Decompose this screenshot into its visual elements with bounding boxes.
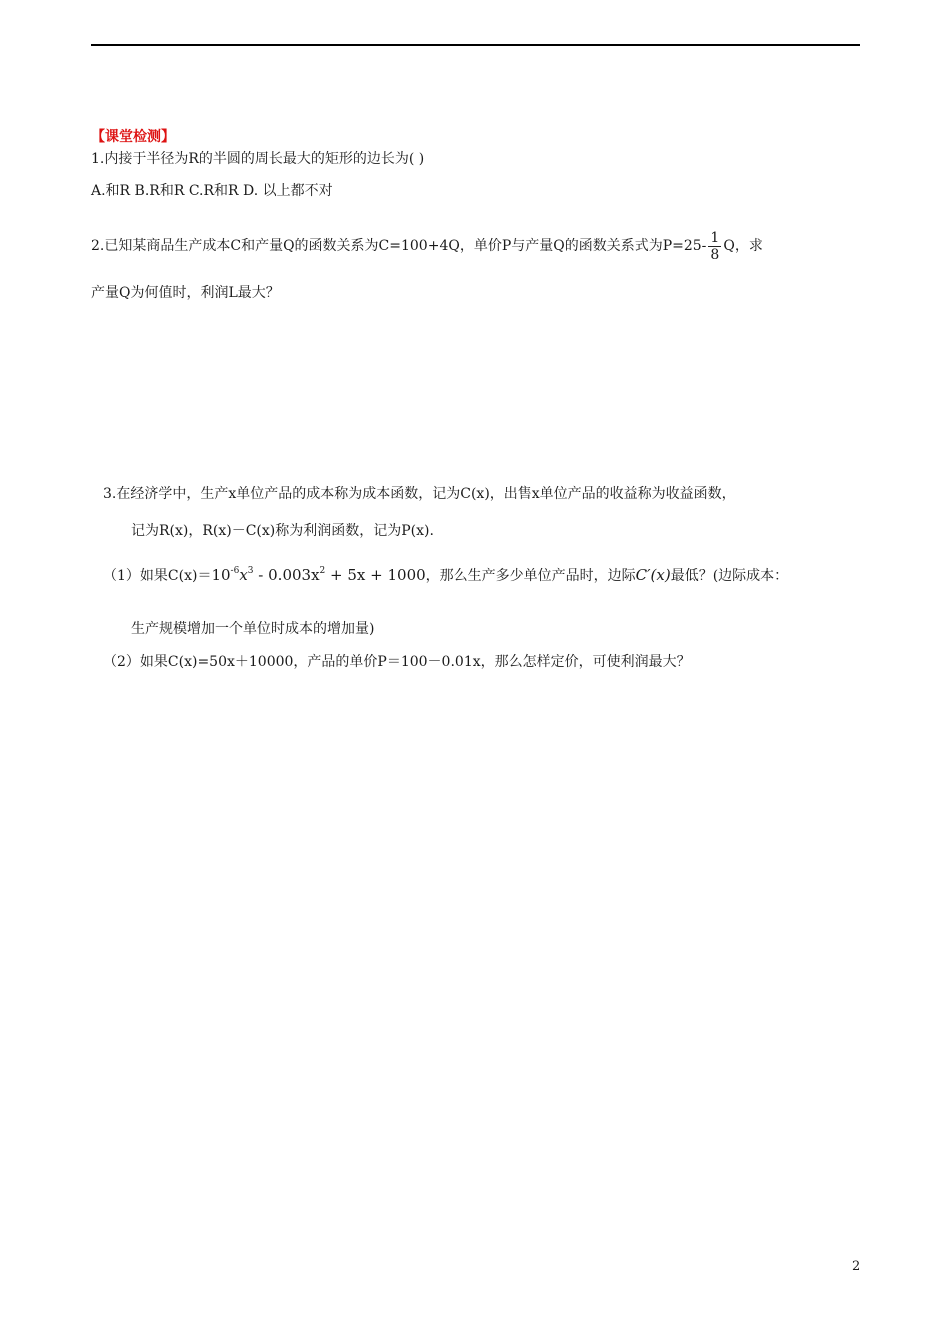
part-1-text-c: 最低？(边际成本： (670, 568, 789, 584)
page-number: 2 (852, 1259, 861, 1274)
question-1-stem: 1.内接于半径为R的半圆的周长最大的矩形的边长为( ) (91, 151, 425, 167)
marginal-cost-symbol: C′(x) (635, 566, 671, 584)
question-2-line-1 (91, 228, 763, 264)
part-1-text-b: ，那么生产多少单位产品时，边际 (425, 568, 636, 584)
formula-middle: - 0.003x (253, 566, 320, 584)
question-3-line-2: 记为R(x)，R(x)－C(x)称为利润函数，记为P(x). (131, 523, 434, 539)
header-rule (91, 44, 860, 46)
cost-function-formula (211, 566, 425, 584)
question-3-part-1 (103, 557, 788, 590)
formula-base: 10 (211, 566, 231, 584)
formula-exponent-1: -6 (230, 566, 240, 576)
fraction-one-eighth (708, 230, 721, 263)
fraction-numerator: 1 (710, 229, 720, 246)
section-heading: 【课堂检测】 (91, 129, 175, 145)
question-3-part-2: （2）如果C(x)=50x＋10000，产品的单价P＝100－0.01x，那么怎样定价，可使利润最大？ (103, 654, 691, 670)
question-3-part-1-line-2: 生产规模增加一个单位时成本的增加量) (131, 621, 375, 637)
formula-exponent-3: 2 (319, 566, 326, 576)
part-1-text-a: （1）如果C(x)＝ (103, 568, 212, 584)
question-1-options: A.和R B.R和R C.R和R D. 以上都不对 (91, 183, 333, 199)
question-2-line-2: 产量Q为何值时，利润L最大？ (91, 285, 280, 301)
fraction-denominator: 8 (710, 246, 720, 263)
question-2-text-b: Q，求 (723, 238, 763, 254)
question-3-line-1: 3.在经济学中，生产x单位产品的成本称为成本函数，记为C(x)，出售x单位产品的收益称为收益函数， (103, 486, 736, 502)
formula-variable: x (239, 566, 248, 584)
formula-tail: + 5x + 1000 (325, 566, 426, 584)
question-2-text-a: 2.已知某商品生产成本C和产量Q的函数关系为C=100+4Q，单价P与产量Q的函数关系式为P=25- (91, 238, 707, 254)
formula-exponent-2: 3 (247, 566, 254, 576)
